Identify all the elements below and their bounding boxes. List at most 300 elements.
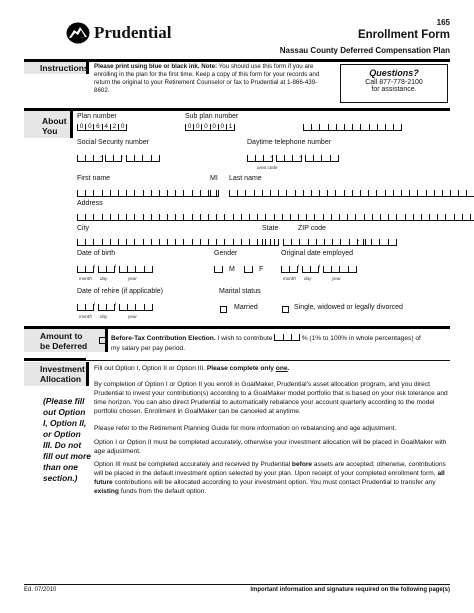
char-box[interactable] <box>208 239 216 246</box>
char-box[interactable] <box>85 155 93 162</box>
plan-number-field[interactable] <box>77 124 127 132</box>
investment-note <box>43 396 91 484</box>
char-box[interactable] <box>127 304 135 311</box>
rehire-year-caption: year <box>128 314 137 319</box>
char-box[interactable] <box>380 214 388 221</box>
char-box[interactable] <box>135 304 143 311</box>
char-box[interactable] <box>159 239 167 246</box>
investment-note-line: or Option <box>43 429 81 439</box>
char-box[interactable] <box>291 334 300 341</box>
questions-title: Questions? <box>369 68 419 78</box>
sub-plan-char-box[interactable]: 1 <box>226 124 235 131</box>
char-box[interactable] <box>270 239 279 246</box>
char-box[interactable] <box>286 190 294 197</box>
char-box[interactable] <box>376 190 384 197</box>
sub-plan-char-box[interactable]: 0 <box>218 124 226 131</box>
zip-label: ZIP code <box>298 225 326 232</box>
char-box[interactable] <box>134 155 142 162</box>
char-box[interactable] <box>119 304 127 311</box>
char-box[interactable] <box>371 239 379 246</box>
char-box[interactable] <box>442 190 450 197</box>
char-box[interactable] <box>241 239 249 246</box>
char-box[interactable] <box>372 214 380 221</box>
dob-month-field[interactable] <box>77 266 94 274</box>
char-box[interactable] <box>200 239 208 246</box>
char-box[interactable] <box>85 214 93 221</box>
original-year-field[interactable] <box>323 266 357 274</box>
char-box[interactable] <box>265 214 273 221</box>
char-box[interactable] <box>291 239 299 246</box>
orig-month-caption: month <box>283 276 296 281</box>
orig-slash-2: / <box>318 265 320 272</box>
char-box[interactable] <box>175 190 183 197</box>
footer-note: Important information and signature required on the following page(s) <box>250 587 450 593</box>
char-box[interactable] <box>151 214 159 221</box>
orig-slash-1: / <box>297 265 299 272</box>
gender-label: Gender <box>214 250 238 257</box>
char-box[interactable] <box>241 214 249 221</box>
char-box[interactable] <box>102 214 110 221</box>
char-box[interactable] <box>126 190 134 197</box>
char-box[interactable] <box>229 190 237 197</box>
char-box[interactable] <box>352 124 360 131</box>
char-box[interactable] <box>426 190 434 197</box>
questions-box <box>340 64 448 103</box>
char-box[interactable] <box>77 266 85 273</box>
single-checkbox[interactable] <box>282 306 289 313</box>
char-box[interactable] <box>105 155 113 162</box>
char-box[interactable] <box>379 239 387 246</box>
char-box[interactable] <box>323 214 331 221</box>
char-box[interactable] <box>348 266 357 273</box>
investment-para1: By completion of Option I or Option II you enroll in GoalMaker, Prudential’s asset allocation program, and you direct Prudential to invest your contribution(s) according to a GoalMaker model portfolio that is based on your risk tolerance and time horizon. You can also direct Prudential to automatically rebalance your account quarterly according to the model portfolio chosen. Enrollment in GoalMaker can be canceled at anytime. <box>94 381 448 415</box>
investment-para4: Option III must be completed accurately and received by Prudential before assets are accepted; otherwise, contributions will be placed in the default investment option selected by your plan. Upon receipt of your completed enrollment form, all future contributions will be allocated according to your investment option. You must contact Prudential to transfer any existing funds from the default option. <box>94 461 446 495</box>
rehire-label: Date of rehire (if applicable) <box>77 288 163 295</box>
char-box[interactable] <box>369 124 377 131</box>
investment-note-line: section.) <box>43 473 78 483</box>
char-box[interactable] <box>311 124 319 131</box>
char-box[interactable] <box>344 124 352 131</box>
char-box[interactable] <box>458 190 466 197</box>
char-box[interactable] <box>200 214 208 221</box>
single-label: Single, widowed or legally divorced <box>294 304 403 311</box>
phone-area-code-field[interactable] <box>247 155 273 163</box>
char-box[interactable] <box>151 239 159 246</box>
char-box[interactable] <box>332 239 340 246</box>
rehire-year-field[interactable] <box>119 304 153 312</box>
char-box[interactable] <box>93 214 101 221</box>
first-name-label: First name <box>77 175 111 182</box>
char-box[interactable] <box>313 155 321 162</box>
char-box[interactable] <box>216 239 224 246</box>
char-box[interactable] <box>262 190 270 197</box>
char-box[interactable] <box>110 239 118 246</box>
investment-note-line: out Option <box>43 407 86 417</box>
char-box[interactable] <box>276 155 284 162</box>
char-box[interactable] <box>462 214 470 221</box>
char-box[interactable] <box>327 190 335 197</box>
state-field[interactable] <box>262 239 279 247</box>
char-box[interactable] <box>299 239 307 246</box>
char-box[interactable] <box>77 214 85 221</box>
char-box[interactable] <box>298 214 306 221</box>
char-box[interactable] <box>270 190 278 197</box>
contribution-percent-field[interactable] <box>274 334 300 342</box>
char-box[interactable] <box>93 239 101 246</box>
char-box[interactable] <box>470 214 474 221</box>
char-box[interactable] <box>244 266 253 273</box>
investment-note-line: III. Do not <box>43 440 82 450</box>
char-box[interactable] <box>331 214 339 221</box>
char-box[interactable] <box>208 214 216 221</box>
investment-note-line: I, Option II, <box>43 418 87 428</box>
city-field[interactable] <box>77 239 275 247</box>
char-box[interactable] <box>135 266 143 273</box>
char-box[interactable] <box>144 304 153 311</box>
married-label: Married <box>234 304 258 311</box>
char-box[interactable] <box>336 124 344 131</box>
city-label: City <box>77 225 90 232</box>
char-box[interactable] <box>143 239 151 246</box>
char-box[interactable] <box>303 190 311 197</box>
char-box[interactable] <box>283 239 291 246</box>
char-box[interactable] <box>134 214 142 221</box>
dob-year-field[interactable] <box>119 266 153 274</box>
char-box[interactable] <box>321 155 329 162</box>
orig-day-caption: day <box>304 276 312 281</box>
address-label: Address <box>77 200 103 207</box>
char-box[interactable] <box>216 214 224 221</box>
char-box[interactable] <box>119 266 127 273</box>
char-box[interactable] <box>183 214 191 221</box>
char-box[interactable] <box>144 266 153 273</box>
char-box[interactable] <box>311 190 319 197</box>
sub-plan-char-box[interactable]: 0 <box>193 124 201 131</box>
char-box[interactable] <box>159 190 167 197</box>
address-field[interactable] <box>77 214 474 222</box>
orig-year-caption: year <box>332 276 341 281</box>
phone-prefix-field[interactable] <box>276 155 302 163</box>
char-box[interactable] <box>262 239 270 246</box>
ssn-field-part1[interactable] <box>77 155 103 163</box>
char-box[interactable] <box>377 124 385 131</box>
char-box[interactable] <box>77 239 85 246</box>
char-box[interactable] <box>98 304 106 311</box>
char-box[interactable] <box>151 190 159 197</box>
char-box[interactable] <box>98 266 106 273</box>
char-box[interactable] <box>466 190 474 197</box>
char-box[interactable] <box>347 214 355 221</box>
char-box[interactable] <box>316 239 324 246</box>
dob-month-caption: month <box>79 276 92 281</box>
char-box[interactable] <box>102 190 110 197</box>
char-box[interactable] <box>454 214 462 221</box>
char-box[interactable] <box>388 239 397 246</box>
amount-label: Amount to be Deferred <box>40 331 88 351</box>
char-box[interactable] <box>290 214 298 221</box>
char-box[interactable] <box>445 214 453 221</box>
phone-dash-2: - <box>299 154 302 161</box>
plan-number-char-box[interactable]: 6 <box>93 124 101 131</box>
char-box[interactable] <box>396 214 404 221</box>
char-box[interactable] <box>118 190 126 197</box>
ssn-dash-2: - <box>121 154 124 161</box>
char-box[interactable] <box>388 214 396 221</box>
plan-number-char-box[interactable]: 0 <box>118 124 127 131</box>
instructions-label: Instructions <box>40 63 89 73</box>
char-box[interactable] <box>102 239 110 246</box>
char-box[interactable] <box>183 239 191 246</box>
ssn-field-part2[interactable] <box>105 155 122 163</box>
before-tax-checkbox[interactable] <box>99 337 106 344</box>
char-box[interactable] <box>323 266 331 273</box>
original-month-field[interactable] <box>281 266 298 274</box>
char-box[interactable] <box>324 239 332 246</box>
char-box[interactable] <box>77 190 85 197</box>
char-box[interactable] <box>110 190 118 197</box>
plan-number-char-box[interactable]: 4 <box>102 124 110 131</box>
char-box[interactable] <box>281 266 289 273</box>
char-box[interactable] <box>167 239 175 246</box>
questions-assist: for assistance. <box>371 86 417 93</box>
footer-rule <box>24 584 450 585</box>
phone-line-field[interactable] <box>305 155 339 163</box>
char-box[interactable] <box>167 214 175 221</box>
rehire-month-field[interactable] <box>77 304 94 312</box>
about-label: About You <box>42 116 67 136</box>
phone-dash-1: - <box>270 154 273 161</box>
char-box[interactable] <box>355 214 363 221</box>
form-number: 165 <box>436 18 450 27</box>
char-box[interactable] <box>254 190 262 197</box>
dob-slash-1: / <box>93 265 95 272</box>
phone-label: Daytime telephone number <box>247 139 332 146</box>
mi-label: MI <box>210 175 218 182</box>
investment-note-line: (Please fill <box>43 396 85 406</box>
char-box[interactable] <box>175 214 183 221</box>
char-box[interactable] <box>233 214 241 221</box>
char-box[interactable] <box>175 239 183 246</box>
about-rule <box>24 108 450 111</box>
char-box[interactable] <box>308 239 316 246</box>
char-box[interactable] <box>331 266 339 273</box>
char-box[interactable] <box>319 124 327 131</box>
before-tax-text: Before-Tax Contribution Election. I wish to contribute % (1% to 100% in whole percentages) of my salary per pay period. <box>111 335 421 352</box>
char-box[interactable] <box>274 214 282 221</box>
rehire-slash-1: / <box>93 303 95 310</box>
marital-label: Marital status <box>219 288 261 295</box>
char-box[interactable] <box>85 239 93 246</box>
dob-year-caption: year <box>128 276 137 281</box>
char-box[interactable] <box>255 155 263 162</box>
char-box[interactable] <box>330 155 339 162</box>
char-box[interactable] <box>319 190 327 197</box>
char-box[interactable] <box>393 190 401 197</box>
char-box[interactable] <box>249 214 257 221</box>
sub-plan-char-box[interactable]: 0 <box>210 124 218 131</box>
char-box[interactable] <box>421 214 429 221</box>
rehire-day-field[interactable] <box>98 304 115 312</box>
char-box[interactable] <box>192 190 200 197</box>
char-box[interactable] <box>344 190 352 197</box>
dob-label: Date of birth <box>77 250 116 257</box>
investment-para2: Please refer to the Retirement Planning Guide for more information on rebalancing and age adjustment. <box>94 425 397 432</box>
logo-text: Prudential <box>94 23 172 42</box>
edition-text: Ed. 07/2010 <box>24 587 57 593</box>
investment-rule <box>24 360 450 361</box>
first-name-field[interactable] <box>77 190 217 198</box>
char-box[interactable] <box>393 124 402 131</box>
char-box[interactable] <box>363 239 371 246</box>
char-box[interactable] <box>282 214 290 221</box>
logo <box>66 22 171 44</box>
char-box[interactable] <box>306 214 314 221</box>
char-box[interactable] <box>368 190 376 197</box>
char-box[interactable] <box>192 214 200 221</box>
char-box[interactable] <box>295 190 303 197</box>
char-box[interactable] <box>77 155 85 162</box>
state-label: State <box>262 225 279 232</box>
gender-m-box[interactable] <box>214 266 223 274</box>
plan-number-char-box[interactable]: 0 <box>85 124 93 131</box>
gender-m-label: M <box>229 266 235 273</box>
plan-number-label: Plan number <box>77 113 117 120</box>
char-box[interactable] <box>126 155 134 162</box>
char-box[interactable] <box>434 190 442 197</box>
char-box[interactable] <box>274 334 282 341</box>
gender-f-box[interactable] <box>244 266 253 274</box>
char-box[interactable] <box>77 304 85 311</box>
married-checkbox[interactable] <box>220 306 227 313</box>
char-box[interactable] <box>385 190 393 197</box>
char-box[interactable] <box>126 214 134 221</box>
char-box[interactable] <box>283 334 291 341</box>
ssn-label: Social Security number <box>77 139 149 146</box>
char-box[interactable] <box>284 155 292 162</box>
char-box[interactable] <box>93 190 101 197</box>
char-box[interactable] <box>143 190 151 197</box>
ssn-field-part3[interactable] <box>126 155 160 163</box>
char-box[interactable] <box>339 266 347 273</box>
char-box[interactable] <box>224 239 232 246</box>
char-box[interactable] <box>278 190 286 197</box>
char-box[interactable] <box>302 266 310 273</box>
last-name-field[interactable] <box>229 190 474 198</box>
char-box[interactable] <box>118 239 126 246</box>
questions-phone: Call 877-778-2100 <box>365 79 423 86</box>
last-name-label: Last name <box>229 175 262 182</box>
rehire-day-caption: day <box>100 314 108 319</box>
char-box[interactable] <box>360 124 368 131</box>
char-box[interactable] <box>245 190 253 197</box>
dob-day-field[interactable] <box>98 266 115 274</box>
zip-plus4-field[interactable] <box>363 239 397 247</box>
sub-plan-number-field[interactable] <box>185 124 235 132</box>
char-box[interactable] <box>214 266 223 273</box>
char-box[interactable] <box>110 214 118 221</box>
char-box[interactable] <box>134 239 142 246</box>
char-box[interactable] <box>249 239 257 246</box>
investment-label: Investment Allocation <box>40 364 85 384</box>
rehire-slash-2: / <box>114 303 116 310</box>
char-box[interactable] <box>303 124 311 131</box>
char-box[interactable] <box>364 214 372 221</box>
char-box[interactable] <box>340 239 348 246</box>
char-box[interactable] <box>413 214 421 221</box>
char-box[interactable] <box>224 214 232 221</box>
char-box[interactable] <box>192 239 200 246</box>
char-box[interactable] <box>142 155 150 162</box>
ssn-dash-1: - <box>100 154 103 161</box>
zip-field[interactable] <box>283 239 366 247</box>
char-box[interactable] <box>233 239 241 246</box>
mi-field[interactable] <box>210 190 219 198</box>
char-box[interactable] <box>328 124 336 131</box>
investment-line1: Fill out Option I, Option II or Option III. Please complete only one. <box>94 365 290 372</box>
plan-extra-boxes[interactable] <box>303 124 402 132</box>
char-box[interactable] <box>385 124 393 131</box>
rock-logo-icon <box>66 22 90 44</box>
char-box[interactable] <box>429 214 437 221</box>
rehire-month-caption: month <box>79 314 92 319</box>
char-box[interactable] <box>210 190 219 197</box>
char-box[interactable] <box>257 214 265 221</box>
form-title: Enrollment Form <box>357 29 450 41</box>
investment-rule-accent <box>24 358 86 361</box>
char-box[interactable] <box>405 214 413 221</box>
char-box[interactable] <box>159 214 167 221</box>
char-box[interactable] <box>85 190 93 197</box>
char-box[interactable] <box>118 214 126 221</box>
char-box[interactable] <box>143 214 151 221</box>
investment-note-line: fill out more <box>43 451 91 461</box>
zip-dash: - <box>357 238 360 245</box>
char-box[interactable] <box>134 190 142 197</box>
char-box[interactable] <box>349 238 360 246</box>
char-box[interactable] <box>127 266 135 273</box>
sub-plan-number-label: Sub plan number <box>185 113 239 120</box>
gender-f-label: F <box>259 266 264 273</box>
char-box[interactable] <box>417 190 425 197</box>
original-day-field[interactable] <box>302 266 319 274</box>
char-box[interactable] <box>409 190 417 197</box>
char-box[interactable] <box>360 190 368 197</box>
char-box[interactable] <box>335 190 343 197</box>
char-box[interactable] <box>126 239 134 246</box>
char-box[interactable] <box>200 190 208 197</box>
investment-para3: Option I or Option II must be completed accurately, otherwise your investment allocation will be placed in GoalMaker with age adjustment. <box>94 439 447 455</box>
char-box[interactable] <box>401 190 409 197</box>
dob-day-caption: day <box>100 276 108 281</box>
char-box[interactable] <box>151 155 160 162</box>
plan-number-char-box[interactable]: 0 <box>77 124 85 131</box>
sub-plan-char-box[interactable]: 0 <box>201 124 209 131</box>
char-box[interactable] <box>183 190 191 197</box>
sub-plan-char-box[interactable]: 0 <box>185 124 193 131</box>
plan-number-char-box[interactable]: 2 <box>110 124 118 131</box>
char-box[interactable] <box>247 155 255 162</box>
char-box[interactable] <box>437 214 445 221</box>
char-box[interactable] <box>450 190 458 197</box>
char-box[interactable] <box>167 190 175 197</box>
char-box[interactable] <box>314 214 322 221</box>
char-box[interactable] <box>305 155 313 162</box>
char-box[interactable] <box>237 190 245 197</box>
original-date-label: Original date employed <box>281 250 353 257</box>
char-box[interactable] <box>352 190 360 197</box>
instructions-text: Please print using blue or black ink. Note: You should use this form if you are enrolling in the plan for the first time. Keep a copy of this form for your records and return the original to your Retirement Counselor or fax to Prudential at 1-866-439-8602. <box>94 63 320 94</box>
char-box[interactable] <box>339 214 347 221</box>
